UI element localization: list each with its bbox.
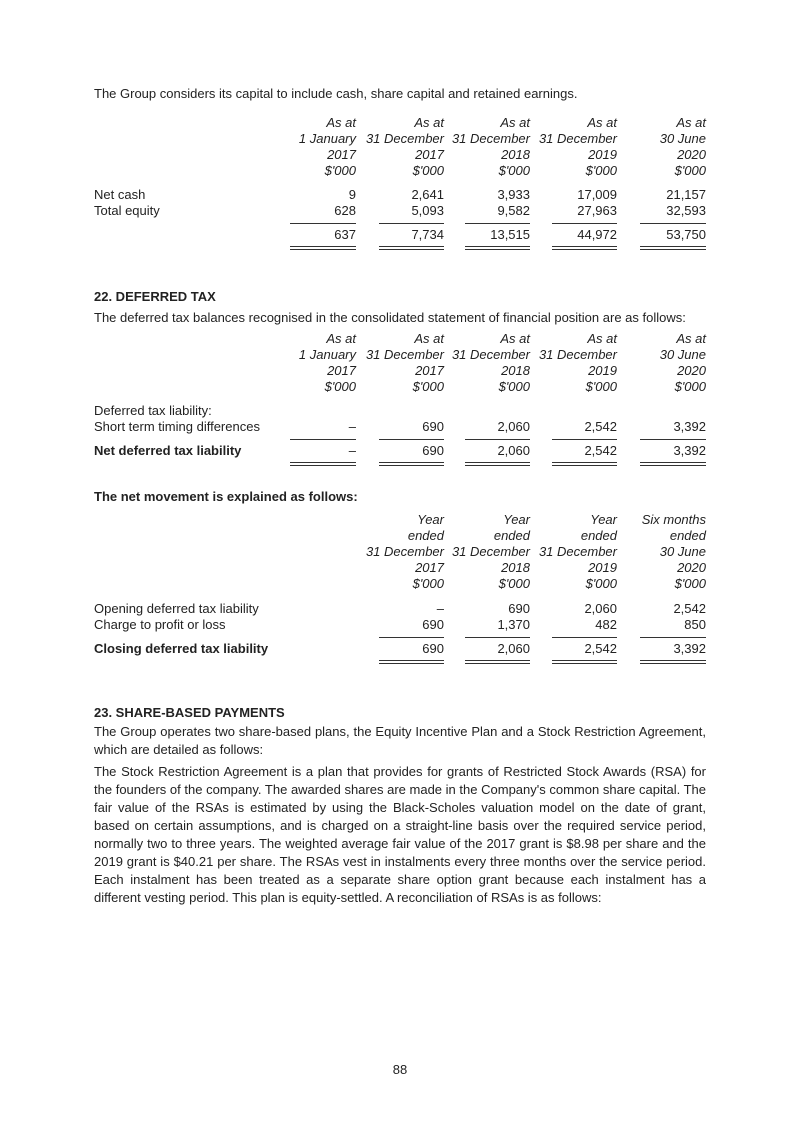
section-23-para-2: The Stock Restriction Agreement is a plan that provides for grants of Restricted Stock Awards (RSA) for the founders of the company. The awarded shares are made in the Company's common share capital. The fair value of the RSAs is estimated by using the Black-Scholes valuation model on the date of grant, based on certain assumptions, and is charged on a straight-line basis over the required service period, normally two to three years. The weighted average fair value of the 2017 grant is $8.98 per share and the 2019 grant is $40.21 per share. The RSAs vest in instalments every three months over the service period. Each instalment has been treated as a separate share option grant because each instalment has a different vesting period. This plan is equity-settled. A reconciliation of RSAs is as follows: (94, 764, 706, 905)
row-label: Charge to profit or loss (94, 617, 226, 632)
row-label: Net deferred tax liability (94, 443, 242, 458)
col-header: 2020 (677, 363, 706, 378)
col-header: 2017 (415, 560, 444, 575)
header-row (94, 363, 706, 379)
cell: 13,515 (490, 227, 530, 242)
cell: 9,582 (497, 203, 530, 218)
rule (465, 439, 530, 440)
col-header: 2020 (677, 560, 706, 575)
col-header: 31 December (538, 544, 617, 559)
col-header: $'000 (412, 379, 444, 394)
col-header: 31 December (451, 131, 530, 146)
col-header: Year (590, 512, 617, 527)
section-23-title: 23. SHARE-BASED PAYMENTS (94, 705, 285, 720)
cell: 690 (422, 419, 444, 434)
total-row (94, 227, 706, 243)
rule (640, 223, 706, 224)
cell: 3,392 (673, 641, 706, 656)
double-rule (552, 462, 617, 466)
col-header: As at (414, 331, 444, 346)
subtotal-rules (94, 435, 706, 443)
deferred-tax-table (94, 331, 706, 467)
col-header: 2018 (501, 560, 530, 575)
col-header: 1 January (298, 347, 356, 362)
total-rules (94, 657, 706, 665)
header-row (94, 347, 706, 363)
rule (552, 223, 617, 224)
header-row (94, 512, 706, 528)
table-row (94, 617, 706, 633)
col-header: 2019 (588, 363, 617, 378)
cell: 9 (348, 187, 356, 202)
subtotal-rules (94, 633, 706, 641)
cell: 53,750 (666, 227, 706, 242)
col-header: 30 June (659, 131, 706, 146)
cell: 2,542 (584, 419, 617, 434)
col-header: 31 December (538, 347, 617, 362)
double-rule (552, 246, 617, 250)
double-rule (640, 660, 706, 664)
movement-title: The net movement is explained as follows: (94, 489, 358, 504)
group-label: Deferred tax liability: (94, 403, 212, 418)
col-header: ended (493, 528, 530, 543)
rule (379, 439, 444, 440)
col-header: 31 December (365, 347, 444, 362)
cell: 637 (334, 227, 356, 242)
col-header: As at (500, 331, 530, 346)
col-header: 31 December (538, 131, 617, 146)
rule (465, 223, 530, 224)
cell: 2,542 (673, 601, 706, 616)
col-header: 2017 (327, 147, 356, 162)
header-row (94, 115, 706, 131)
cell: 482 (595, 617, 617, 632)
col-header: $'000 (498, 576, 530, 591)
col-header: ended (580, 528, 617, 543)
col-header: Six months (641, 512, 706, 527)
cell: 2,641 (411, 187, 444, 202)
cell: 690 (422, 641, 444, 656)
subtotal-rules (94, 219, 706, 227)
rule (552, 439, 617, 440)
col-header: 31 December (451, 347, 530, 362)
cell: – (348, 419, 356, 434)
col-header: $'000 (674, 576, 706, 591)
total-rules (94, 243, 706, 251)
group-label-row (94, 403, 706, 419)
col-header: 31 December (365, 131, 444, 146)
col-header: $'000 (324, 163, 356, 178)
col-header: $'000 (585, 379, 617, 394)
capital-table (94, 115, 706, 251)
double-rule (640, 246, 706, 250)
col-header: 31 December (451, 544, 530, 559)
cell: 3,392 (673, 443, 706, 458)
cell: 5,093 (411, 203, 444, 218)
double-rule (465, 660, 530, 664)
cell: 2,060 (497, 641, 530, 656)
col-header: As at (676, 115, 706, 130)
cell: 44,972 (577, 227, 617, 242)
cell: 3,933 (497, 187, 530, 202)
double-rule (379, 660, 444, 664)
rule (640, 637, 706, 638)
cell: 32,593 (666, 203, 706, 218)
col-header: As at (326, 331, 356, 346)
cell: 2,542 (584, 641, 617, 656)
double-rule (379, 462, 444, 466)
col-header: 31 December (365, 544, 444, 559)
cell: 690 (508, 601, 530, 616)
col-header: $'000 (585, 163, 617, 178)
rule (640, 439, 706, 440)
col-header: 30 June (659, 544, 706, 559)
col-header: Year (503, 512, 530, 527)
cell: 2,060 (497, 443, 530, 458)
col-header: As at (587, 115, 617, 130)
header-row (94, 544, 706, 560)
double-rule (290, 462, 356, 466)
col-header: 2017 (327, 363, 356, 378)
col-header: $'000 (498, 163, 530, 178)
col-header: 2019 (588, 560, 617, 575)
header-row (94, 131, 706, 147)
row-label: Opening deferred tax liability (94, 601, 259, 616)
header-row (94, 379, 706, 395)
row-label: Short term timing differences (94, 419, 260, 434)
section-22-intro: The deferred tax balances recognised in the consolidated statement of financial position are as follows: (94, 310, 686, 325)
cell: 2,060 (497, 419, 530, 434)
col-header: $'000 (324, 379, 356, 394)
col-header: As at (326, 115, 356, 130)
col-header: $'000 (674, 379, 706, 394)
col-header: 2019 (588, 147, 617, 162)
cell: 628 (334, 203, 356, 218)
double-rule (465, 246, 530, 250)
rule (290, 223, 356, 224)
total-row (94, 443, 706, 459)
cell: 850 (684, 617, 706, 632)
col-header: As at (414, 115, 444, 130)
double-rule (379, 246, 444, 250)
col-header: 30 June (659, 347, 706, 362)
capital-intro: The Group considers its capital to include cash, share capital and retained earnings. (94, 86, 578, 101)
rule (290, 439, 356, 440)
total-rules (94, 459, 706, 467)
rule (552, 637, 617, 638)
header-row (94, 576, 706, 592)
col-header: 2017 (415, 147, 444, 162)
cell: 7,734 (411, 227, 444, 242)
cell: 17,009 (577, 187, 617, 202)
cell: 21,157 (666, 187, 706, 202)
header-row (94, 331, 706, 347)
table-row (94, 187, 706, 203)
col-header: 2020 (677, 147, 706, 162)
col-header: $'000 (412, 576, 444, 591)
cell: 27,963 (577, 203, 617, 218)
table-row (94, 419, 706, 435)
double-rule (640, 462, 706, 466)
double-rule (552, 660, 617, 664)
col-header: As at (587, 331, 617, 346)
cell: 2,060 (584, 601, 617, 616)
header-row (94, 560, 706, 576)
movement-table (94, 512, 706, 665)
table-row (94, 601, 706, 617)
rule (465, 637, 530, 638)
cell: – (436, 601, 444, 616)
section-22-title: 22. DEFERRED TAX (94, 289, 216, 304)
table-row (94, 203, 706, 219)
section-23-para-1: The Group operates two share-based plans, the Equity Incentive Plan and a Stock Restriction Agreement, which are detailed as follows: (94, 724, 706, 757)
header-row (94, 147, 706, 163)
double-rule (290, 246, 356, 250)
header-row (94, 163, 706, 179)
cell: 690 (422, 443, 444, 458)
col-header: As at (676, 331, 706, 346)
col-header: $'000 (412, 163, 444, 178)
col-header: $'000 (585, 576, 617, 591)
cell: – (348, 443, 356, 458)
row-label: Total equity (94, 203, 160, 218)
row-label: Net cash (94, 187, 146, 202)
col-header: $'000 (674, 163, 706, 178)
col-header: As at (500, 115, 530, 130)
col-header: 2018 (501, 363, 530, 378)
page-number: 88 (392, 1062, 408, 1077)
total-row (94, 641, 706, 657)
col-header: Year (417, 512, 444, 527)
row-label: Closing deferred tax liability (94, 641, 269, 656)
rule (379, 223, 444, 224)
double-rule (465, 462, 530, 466)
col-header: ended (407, 528, 444, 543)
col-header: 2018 (501, 147, 530, 162)
rule (379, 637, 444, 638)
cell: 2,542 (584, 443, 617, 458)
col-header: $'000 (498, 379, 530, 394)
cell: 690 (422, 617, 444, 632)
col-header: 1 January (298, 131, 356, 146)
cell: 3,392 (673, 419, 706, 434)
col-header: 2017 (415, 363, 444, 378)
header-row (94, 528, 706, 544)
col-header: ended (669, 528, 706, 543)
cell: 1,370 (497, 617, 530, 632)
